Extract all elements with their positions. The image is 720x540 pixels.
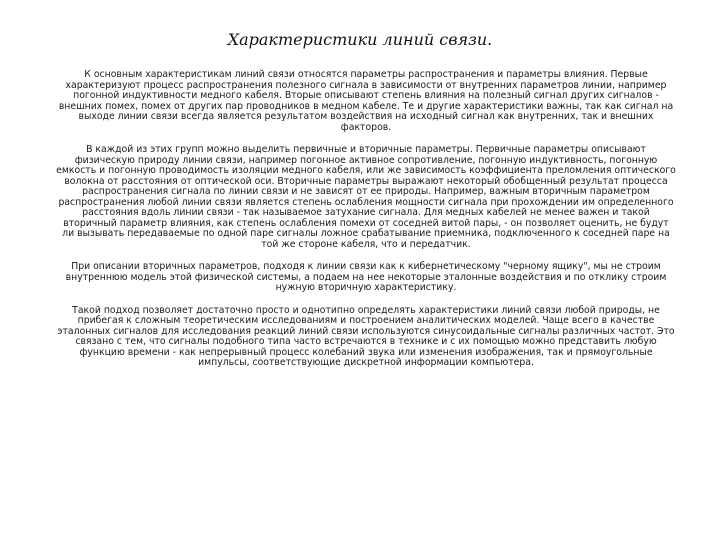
paragraph-4: Такой подход позволяет достаточно просто и однотипно определять характеристики линий связи любой природы, не прибегая к сложным теоретическим исследованиям и построением аналитических моделей. Чаще всего в качестве эталонных сигналов для исследования реакций линий связи используются синусоидальные сигналы различных частот. Это связано с тем, что сигналы подобного типа часто встречаются в технике и с их помощью можно представить любую функцию времени - как непрерывный процесс колебаний звука или изменения изображения, так и прямоугольные импульсы, соответствующие дискретной информации компьютера. — [57, 304, 675, 368]
slide-body — [56, 70, 676, 381]
paragraph-1: К основным характеристикам линий связи относятся параметры распространения и параметры влияния. Первые характеризуют процесс распространения полезного сигнала в зависимости от внутренних параметров линии, например погонной индуктивности медного кабеля. Вторые описывают степень влияния на полезный сигнал других сигналов - внешних помех, помех от других пар проводников в медном кабеле. Те и другие характеристики важны, так как сигнал на выходе линии связи всегда является результатом воздействия на исходный сигнал как внутренних, так и внешних факторов. — [58, 69, 674, 133]
paragraph-3: При описании вторичных параметров, подходя к линии связи как к кибернетическому "черному ящику", мы не строим внутреннюю модель этой физической системы, а подаем на нее некоторые эталонные воздействия и по отклику строим нужную вторичную характеристику. — [65, 261, 667, 293]
slide-title: Характеристики линий связи. — [227, 30, 493, 49]
paragraph-2: В каждой из этих групп можно выделить первичные и вторичные параметры. Первичные параметры описывают физическую природу линии связи, например погонное активное сопротивление, погонную индуктивность, погонную емкость и погонную проводимость изоляции медного кабеля, или же зависимость коэффициента преломления оптического волокна от расстояния от оптической оси. Вторичные параметры выражают некоторый обобщенный результат процесса распространения сигнала по линии связи и не зависят от ее природы. Например, важным вторичным параметром распространения любой линии связи является степень ослабления мощности сигнала при прохождении им определенного расстояния вдоль линии связи - так называемое затухание сигнала. Для медных кабелей не менее важен и такой вторичный параметр влияния, как степень ослабления помехи от соседней витой пары, - он позволяет оценить, не будут ли вызывать передаваемые по одной паре сигналы ложное срабатывание приемника, подключенного к соседней паре на той же стороне кабеля, что и передатчик. — [56, 144, 676, 250]
